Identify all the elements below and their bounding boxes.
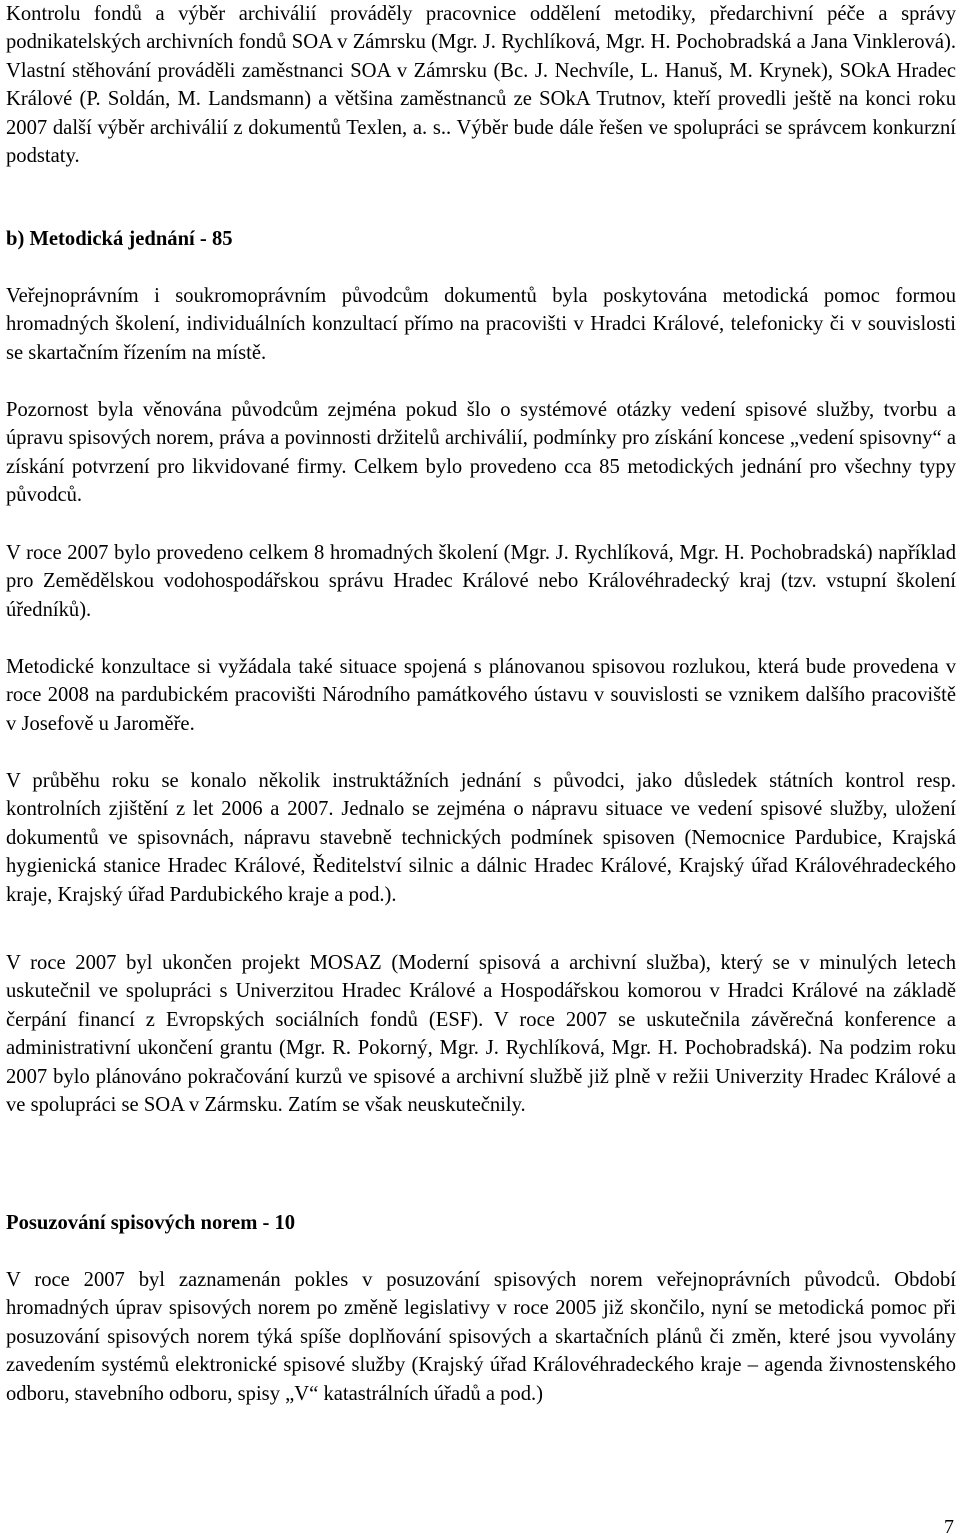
paragraph-mosaz-project: V roce 2007 byl ukončen projekt MOSAZ (Moderní spisová a archivní služba), který se v minulých letech uskutečnil ve spolupráci s Univerzitou Hradec Králové a Hospodářskou komorou v Hradci Králové na základě čerpání financí z Evropských sociálních fondů (ESF). V roce 2007 se uskutečnila závěrečná konference a administrativní ukončení grantu (Mgr. R. Pokorný, Mgr. J. Rychlíková, Mgr. H. Pochobradská). Na podzim roku 2007 bylo plánováno pokračování kurzů ve spisové a archivní službě již plně v režii Univerzity Hradec Králové a ve spolupráci se SOA v Zármsku. Zatím se však neuskutečnily. <box>6 952 956 1117</box>
paragraph-methodical-help: Veřejnoprávním i soukromoprávním původcům dokumentů byla poskytována metodická pomoc formou hromadných školení, individuálních konzultací přímo na pracovišti v Hradci Králové, telefonicky či v souvislosti se skartačním řízením na místě. <box>6 285 956 364</box>
paragraph-norm-assessment: V roce 2007 byl zaznamenán pokles v posuzování spisových norem veřejnoprávních původců. Období hromadných úprav spisových norem po změně legislativy v roce 2005 již skončilo, nyní se metodická pomoc při posuzování spisových norem týká spíše doplňování spisových a skartačních plánů či změn, které jsou vyvolány zavedením systémů elektronické spisové služby (Krajský úřad Královéhradeckého kraje – agenda živnostenského odboru, stavebního odboru, spisy „V“ katastrálních úřadů a pod.) <box>6 1269 956 1405</box>
paragraph-instruction-meetings: V průběhu roku se konalo několik instruktážních jednání s původci, jako důsledek státních kontrol resp. kontrolních zjištění z let 2006 a 2007. Jednalo se zejména o nápravu situace ve vedení spisové služby, uložení dokumentů ve spisovnách, nápravu stavebně technických podmínek spisoven (Nemocnice Pardubice, Krajská hygienická stanice Hradec Králové, Ředitelství silnic a dálnic Hradec Králové, Krajský úřad Královéhradeckého kraje, Krajský úřad Pardubického kraje a pod.). <box>6 770 956 906</box>
heading-norm-assessment: Posuzování spisových norem - 10 <box>6 1212 296 1234</box>
paragraph-consultations: Metodické konzultace si vyžádala také situace spojená s plánovanou spisovou rozlukou, která bude provedena v roce 2008 na pardubickém pracovišti Národního památkového ústavu v souvislosti se vznikem dalšího pracoviště v Josefově u Jaroměře. <box>6 656 956 735</box>
heading-methodical-meetings: b) Metodická jednání - 85 <box>6 228 233 250</box>
paragraph-attention-to-originators: Pozornost byla věnována původcům zejména pokud šlo o systémové otázky vedení spisové služby, tvorbu a úpravu spisových norem, práva a povinnosti držitelů archiválií, podmínky pro získání koncese „vedení spisovny“ a získání potvrzení pro likvidované firmy. Celkem bylo provedeno cca 85 metodických jednání pro všechny typy původců. <box>6 399 956 507</box>
paragraph-archival-selection: Kontrolu fondů a výběr archiválií prováděly pracovnice oddělení metodiky, předarchivní péče a správy podnikatelských archivních fondů SOA v Zámrsku (Mgr. J. Rychlíková, Mgr. H. Pochobradská a Jana Vinklerová). Vlastní stěhování prováděli zaměstnanci SOA v Zámrsku (Bc. J. Nechvíle, L. Hanuš, M. Krynek), SOkA Hradec Králové (P. Soldán, M. Landsmann) a většina zaměstnanců ze SOkA Trutnov, kteří provedli ještě na konci roku 2007 další výběr archiválií z dokumentů Texlen, a. s.. Výběr bude dále řešen ve spolupráci se správcem konkurzní podstaty. <box>6 3 956 168</box>
page-number: 7 <box>944 1516 954 1538</box>
paragraph-group-trainings: V roce 2007 bylo provedeno celkem 8 hromadných školení (Mgr. J. Rychlíková, Mgr. H. Pochobradská) například pro Zemědělskou vodohospodářskou správu Hradec Králové nebo Královéhradecký kraj (tzv. vstupní školení úředníků). <box>6 542 956 621</box>
